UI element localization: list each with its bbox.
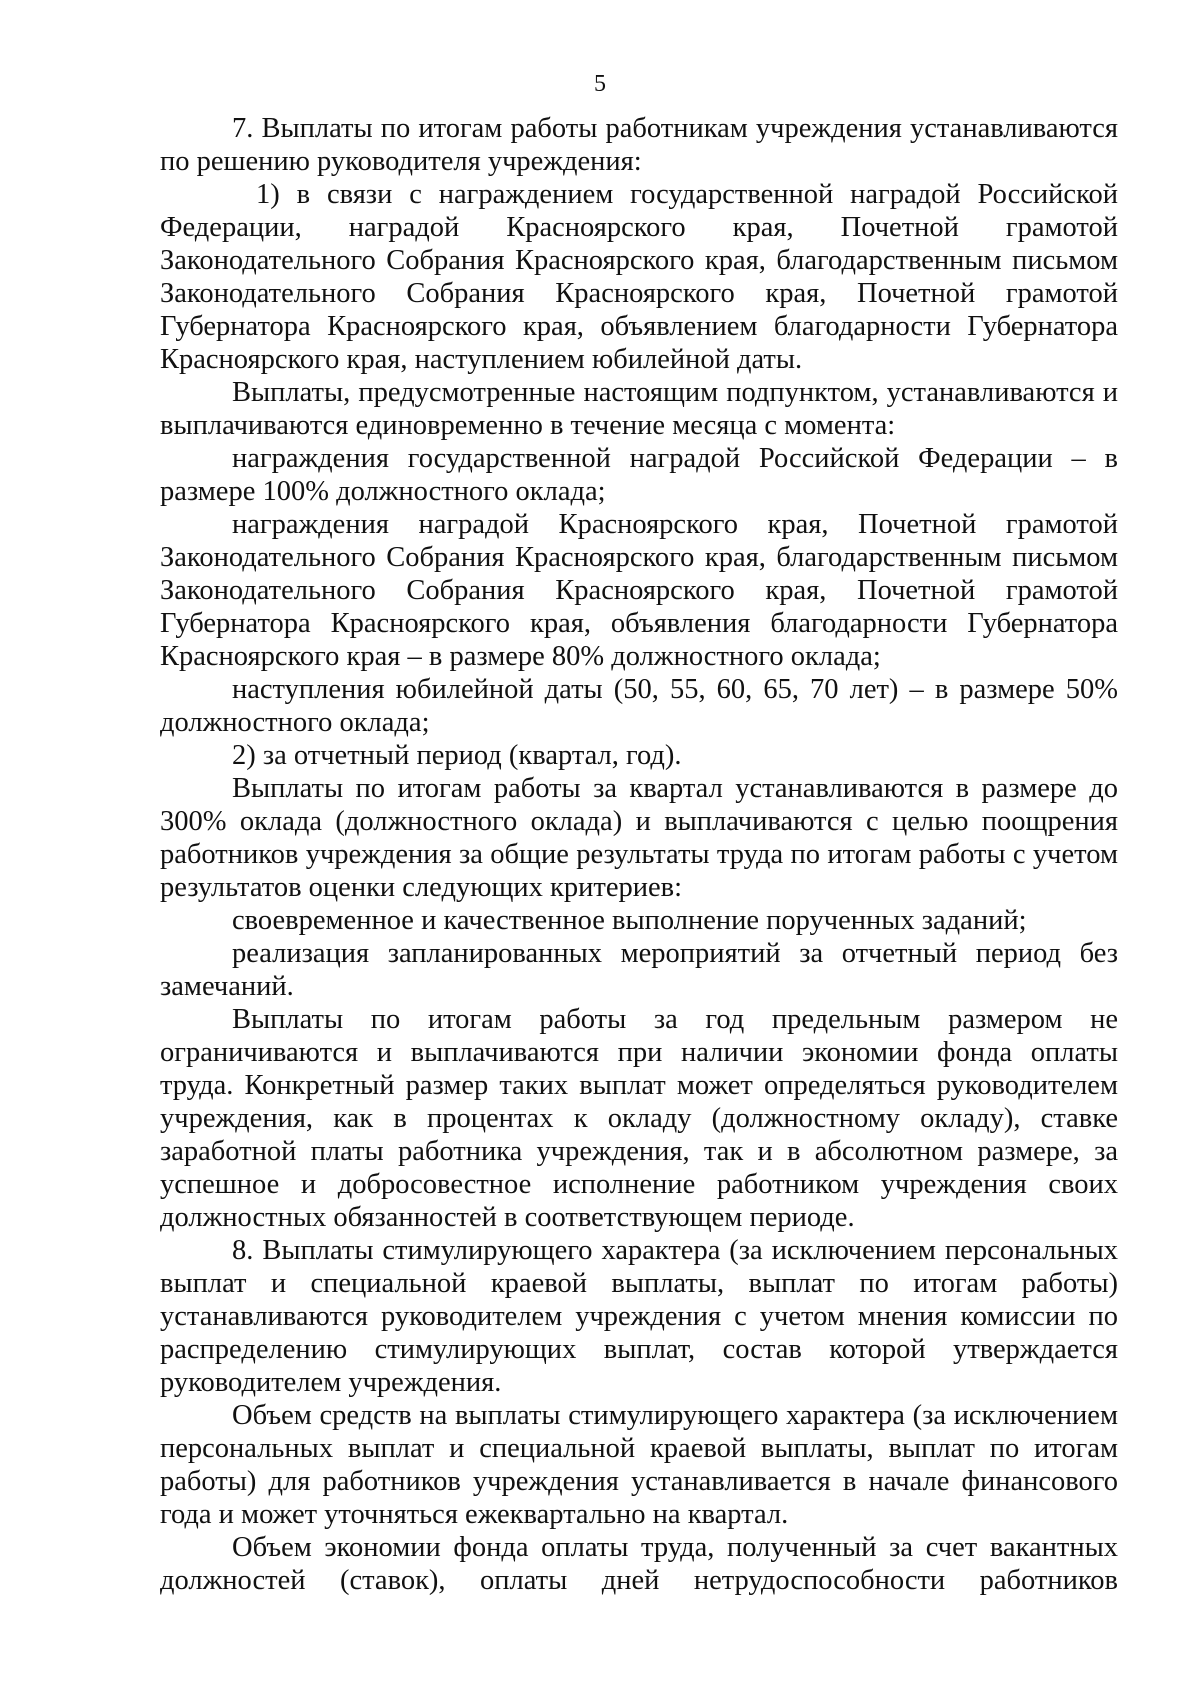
paragraph-7-intro: 7. Выплаты по итогам работы работникам учреждения устанавливаются по решению руководителя учреждения: <box>160 113 1118 177</box>
paragraph-8-stimulating: 8. Выплаты стимулирующего характера (за исключением персональных выплат и специальной краевой выплаты, выплат по итогам работы) устанавливаются руководителем учреждения с учетом мнения комиссии по распределению стимулирующих выплат, состав которой утверждается руководителем учреждения. <box>160 1235 1118 1398</box>
paragraph-stimulating-volume: Объем средств на выплаты стимулирующего характера (за исключением персональных выплат и специальной краевой выплаты, выплат по итогам работы) для работников учреждения устанавливается в начале финансового года и может уточняться ежеквартально на квартал. <box>160 1400 1118 1530</box>
page-number: 5 <box>594 71 606 97</box>
paragraph-anniversary: наступления юбилейной даты (50, 55, 60, 65, 70 лет) – в размере 50% должностного оклада; <box>160 674 1118 738</box>
paragraph-subitem-2: 2) за отчетный период (квартал, год). <box>232 740 682 771</box>
paragraph-savings-volume: Объем экономии фонда оплаты труда, полученный за счет вакантных должностей (ставок), оплаты дней нетрудоспособности работников <box>160 1532 1118 1596</box>
paragraph-year-payments: Выплаты по итогам работы за год предельным размером не ограничиваются и выплачиваются при наличии экономии фонда оплаты труда. Конкретный размер таких выплат может определяться руководителем учреждения, как в процентах к окладу (должностному окладу), ставке заработной платы работника учреждения, так и в абсолютном размере, за успешное и добросовестное исполнение работником учреждения своих должностных обязанностей в соответствующем периоде. <box>160 1004 1118 1233</box>
paragraph-criterion-1: своевременное и качественное выполнение порученных заданий; <box>232 905 1027 936</box>
paragraph-payments-terms: Выплаты, предусмотренные настоящим подпунктом, устанавливаются и выплачиваются единовременно в течение месяца с момента: <box>160 377 1118 441</box>
paragraph-criterion-2: реализация запланированных мероприятий за отчетный период без замечаний. <box>160 938 1118 1002</box>
paragraph-regional-award: награждения наградой Красноярского края, Почетной грамотой Законодательного Собрания Красноярского края, благодарственным письмом Законодательного Собрания Красноярского края, Почетной грамотой Губернатора Красноярского края, объявления благодарности Губернатора Красноярского края – в размере 80% должностного оклада; <box>160 509 1118 672</box>
paragraph-state-award: награждения государственной наградой Российской Федерации – в размере 100% должностного оклада; <box>160 443 1118 507</box>
document-body <box>160 112 1118 1597</box>
paragraph-subitem-1: 1) в связи с награждением государственной наградой Российской Федерации, наградой Красноярского края, Почетной грамотой Законодательного Собрания Красноярского края, благодарственным письмом Законодательного Собрания Красноярского края, Почетной грамотой Губернатора Красноярского края, объявлением благодарности Губернатора Красноярского края, наступлением юбилейной даты. <box>160 179 1118 375</box>
paragraph-quarter-payments: Выплаты по итогам работы за квартал устанавливаются в размере до 300% оклада (должностного оклада) и выплачиваются с целью поощрения работников учреждения за общие результаты труда по итогам работы с учетом результатов оценки следующих критериев: <box>160 773 1118 903</box>
